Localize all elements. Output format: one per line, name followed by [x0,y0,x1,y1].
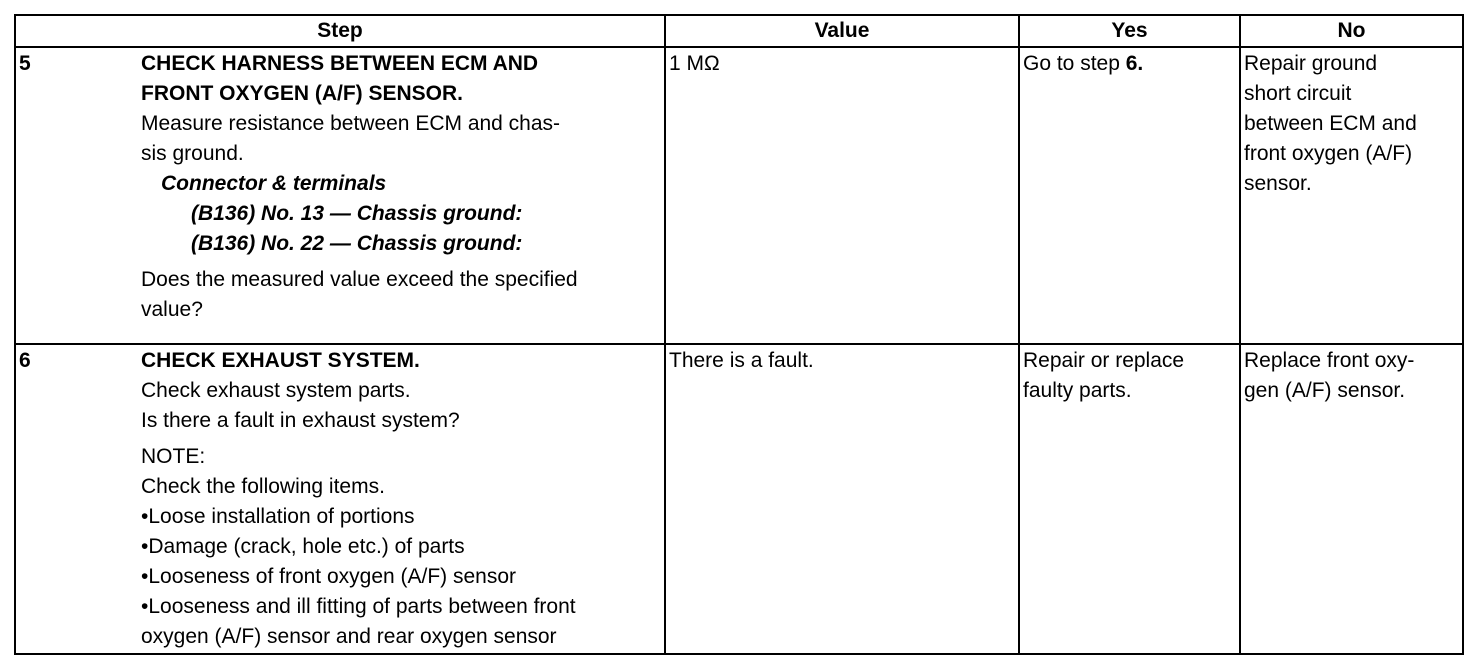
yes-cell [1019,344,1240,654]
note-item: oxygen (A/F) sensor and rear oxygen sensor [141,625,557,648]
no-cell [1240,47,1463,344]
no-text: gen (A/F) sensor. [1244,379,1406,402]
spec-item: (B136) No. 13 — Chassis ground: [191,202,523,225]
value-cell [665,344,1019,654]
table-row-step-6 [15,344,1463,654]
no-text: short circuit [1244,82,1352,105]
table-row-step-5 [15,47,1463,344]
note-item: •Looseness and ill fitting of parts between front [141,595,576,618]
no-cell [1240,344,1463,654]
step-cell [15,47,665,344]
step-instruction: Check exhaust system parts. [141,379,411,402]
step-title: CHECK EXHAUST SYSTEM. [141,349,420,372]
no-text: Replace front oxy- [1244,349,1415,372]
yes-prefix: Go to step [1023,52,1126,75]
spec-heading: Connector & terminals [161,172,387,195]
yes-text: Repair or replace [1023,349,1185,372]
step-cell [15,344,665,654]
value-text: There is a fault. [669,349,814,372]
step-question: value? [141,298,203,321]
step-instruction: sis ground. [141,142,244,165]
step-question: Does the measured value exceed the specified [141,268,578,291]
step-body [141,346,661,652]
no-text: sensor. [1244,172,1312,195]
value-cell [665,47,1019,344]
header-step: Step [15,15,665,47]
note-item: •Loose installation of portions [141,505,415,528]
no-text: Repair ground [1244,52,1378,75]
step-title: FRONT OXYGEN (A/F) SENSOR. [141,82,464,105]
no-text: between ECM and [1244,112,1417,135]
table-header-row [15,15,1463,47]
step-body [141,49,661,325]
step-instruction: Is there a fault in exhaust system? [141,409,460,432]
note-item: •Looseness of front oxygen (A/F) sensor [141,565,517,588]
step-number: 5 [19,52,31,75]
step-number: 6 [19,349,31,372]
step-instruction: Measure resistance between ECM and chas- [141,112,561,135]
header-no: No [1240,15,1463,47]
step-title: CHECK HARNESS BETWEEN ECM AND [141,52,539,75]
diagnostic-table [14,14,1464,655]
yes-text: faulty parts. [1023,379,1132,402]
value-text: 1 MΩ [669,52,720,75]
note-item: •Damage (crack, hole etc.) of parts [141,535,465,558]
header-value: Value [665,15,1019,47]
spec-item: (B136) No. 22 — Chassis ground: [191,232,523,255]
yes-step-ref: 6. [1125,52,1144,75]
no-text: front oxygen (A/F) [1244,142,1413,165]
header-yes: Yes [1019,15,1240,47]
note-label: NOTE: [141,445,206,468]
yes-text [1023,49,1236,79]
note-text: Check the following items. [141,475,385,498]
yes-cell [1019,47,1240,344]
